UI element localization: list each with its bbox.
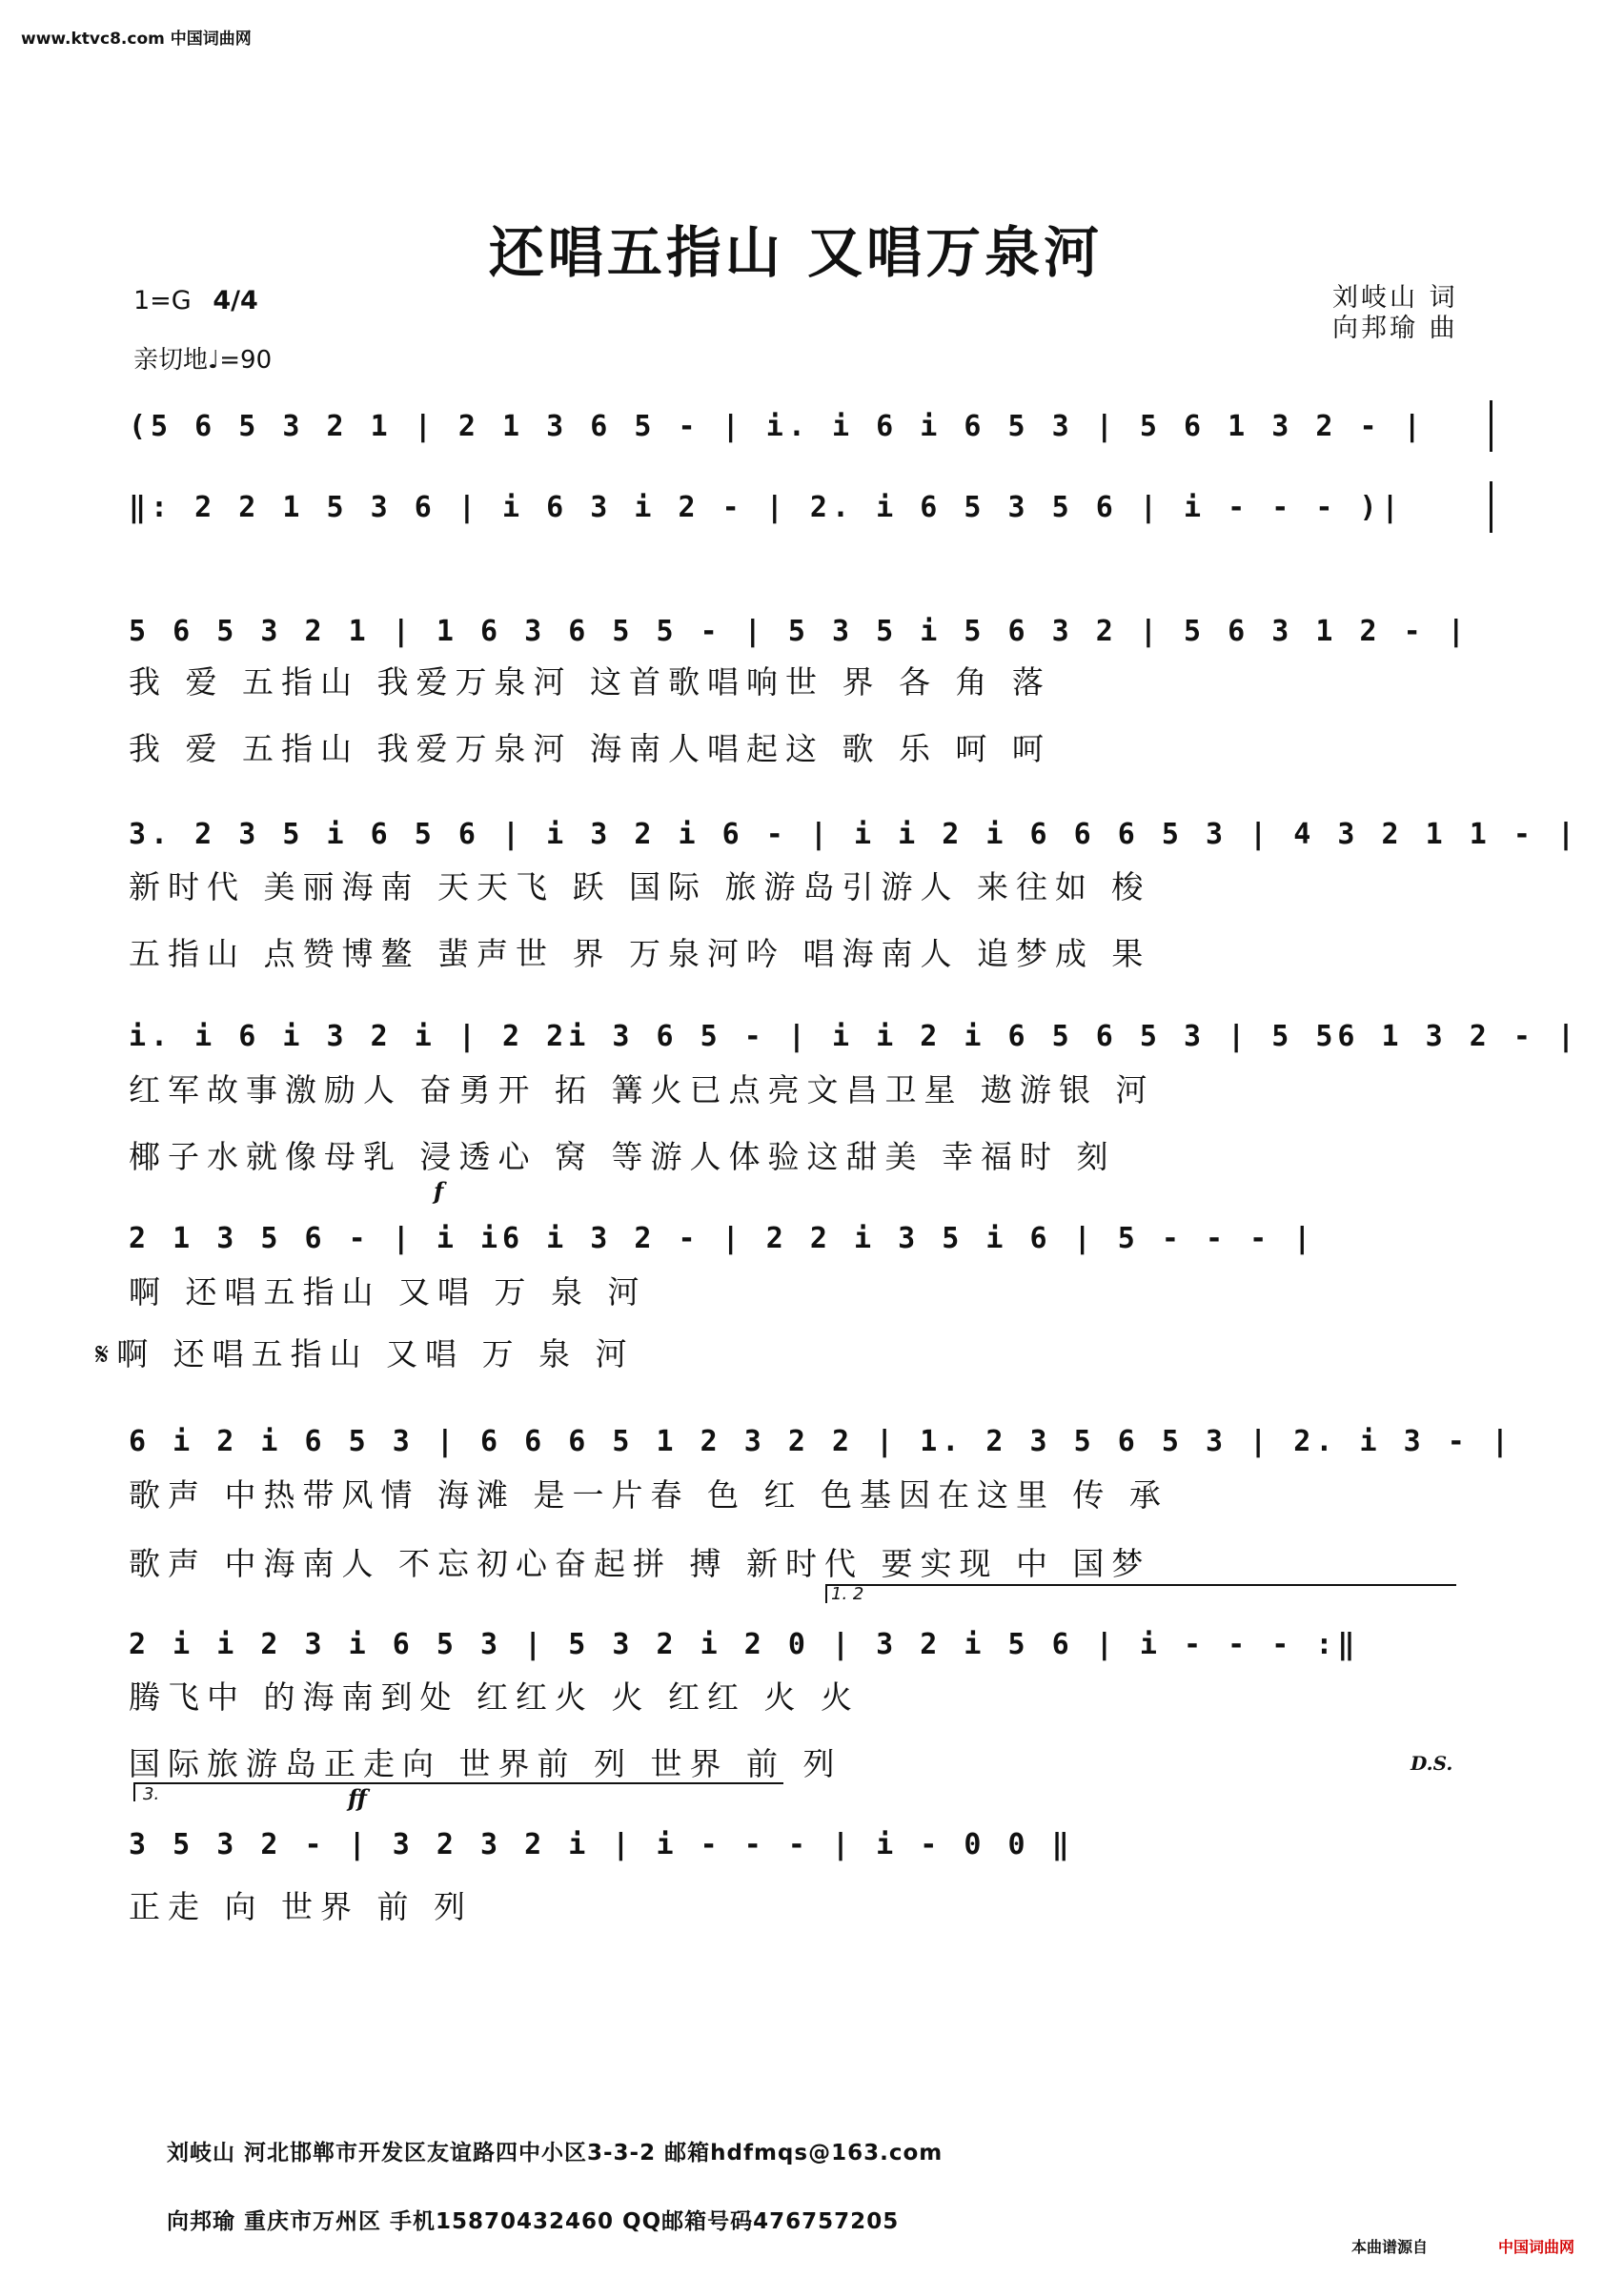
lyric-line-8a: 腾飞中 的海南到处 红红火 火 红红 火 火	[129, 1678, 860, 1716]
lyric-line-9a: 正走 向 世界 前 列	[129, 1888, 473, 1925]
site-header[interactable]: www.ktvc8.com 中国词曲网	[21, 30, 252, 49]
barline	[1490, 481, 1492, 533]
volta-bracket-1-2	[825, 1584, 1456, 1603]
forte-marking: f	[434, 1177, 444, 1205]
notation-line-7: 6 i 2 i 6 5 3 | 6 6 6 5 1 2 3 2 2 | 1. 2 3 5 6 5 3 | 2. i 3 - |	[129, 1425, 1513, 1458]
notation-line-2: ‖: 2 2 1 5 3 6 | i 6 3 i 2 - | 2. i 6 5 3 5 6 | i - - - )|	[129, 491, 1404, 524]
lyric-line-3a: 我 爱 五指山 我爱万泉河 这首歌唱响世 界 各 角 落	[129, 663, 1051, 701]
source-label: 本曲谱源自	[1351, 2238, 1429, 2256]
volta-bracket-3	[133, 1782, 783, 1801]
song-title: 还唱五指山 又唱万泉河	[488, 220, 1104, 285]
lyric-line-7a: 歌声 中热带风情 海滩 是一片春 色 红 色基因在这里 传 承	[129, 1476, 1168, 1514]
lyric-line-3b: 我 爱 五指山 我爱万泉河 海南人唱起这 歌 乐 呵 呵	[129, 730, 1051, 767]
right-edge-strip	[1611, 0, 1624, 2277]
notation-line-8: 2 i i 2 3 i 6 5 3 | 5 3 2 i 2 0 | 3 2 i 5 6 | i - - - :‖	[129, 1628, 1360, 1661]
notation-line-5: i. i 6 i 3 2 i | 2 2i 3 6 5 - | i i 2 i 6 5 6 5 3 | 5 56 1 3 2 - |	[129, 1020, 1580, 1053]
lyricist-credit: 刘岐山 词	[1332, 283, 1458, 313]
composer-contact: 向邦瑜 重庆市万州区 手机15870432460 QQ邮箱号码476757205	[167, 2209, 900, 2234]
notation-line-3: 5 6 5 3 2 1 | 1 6 3 6 5 5 - | 5 3 5 i 5 6 3 2 | 5 6 3 1 2 - |	[129, 615, 1470, 648]
lyricist-contact: 刘岐山 河北邯郸市开发区友谊路四中小区3-3-2 邮箱hdfmqs@163.com	[167, 2141, 944, 2165]
key-signature	[133, 286, 258, 315]
barline	[1490, 400, 1492, 452]
lyric-line-7b: 歌声 中海南人 不忘初心奋起拼 搏 新时代 要实现 中 国梦	[129, 1545, 1151, 1582]
notation-line-1: (5 6 5 3 2 1 | 2 1 3 6 5 - | i. i 6 i 6 5 3 | 5 6 1 3 2 - |	[129, 410, 1426, 443]
composer-credit: 向邦瑜 曲	[1332, 314, 1458, 343]
volta-label-3: 3.	[143, 1784, 160, 1804]
lyric-line-6a: 啊 还唱五指山 又唱 万 泉 河	[129, 1273, 647, 1311]
time-signature: 4/4	[213, 286, 258, 315]
volta-label-1-2: 1. 2	[831, 1584, 864, 1604]
key-label: 1=G	[133, 286, 192, 315]
left-edge-strip	[0, 0, 13, 2277]
fortissimo-marking: ff	[348, 1784, 367, 1812]
notation-line-6: 2 1 3 5 6 - | i i6 i 3 2 - | 2 2 i 3 5 i 6 | 5 - - - |	[129, 1222, 1316, 1255]
lyric-line-5b: 椰子水就像母乳 浸透心 窝 等游人体验这甜美 幸福时 刻	[129, 1138, 1116, 1175]
dal-segno-marking: D.S.	[1411, 1752, 1453, 1775]
notation-line-4: 3. 2 3 5 i 6 5 6 | i 3 2 i 6 - | i i 2 i 6 6 6 5 3 | 4 3 2 1 1 - |	[129, 818, 1580, 851]
lyric-line-4b: 五指山 点赞博鳌 蜚声世 界 万泉河吟 唱海南人 追梦成 果	[129, 935, 1151, 972]
source-site-link[interactable]: 中国词曲网	[1498, 2238, 1575, 2256]
tempo-marking: 亲切地♩=90	[133, 346, 273, 375]
notation-line-9: 3 5 3 2 - | 3 2 3 2 i | i - - - | i - 0 0 ‖	[129, 1828, 1074, 1861]
lyric-line-5a: 红军故事激励人 奋勇开 拓 篝火已点亮文昌卫星 遨游银 河	[129, 1071, 1155, 1108]
lyric-line-4a: 新时代 美丽海南 天天飞 跃 国际 旅游岛引游人 来往如 梭	[129, 868, 1151, 905]
lyric-line-6b: 𝄋啊 还唱五指山 又唱 万 泉 河	[95, 1335, 635, 1372]
lyric-line-8b: 国际旅游岛正走向 世界前 列 世界 前 列	[129, 1745, 842, 1782]
